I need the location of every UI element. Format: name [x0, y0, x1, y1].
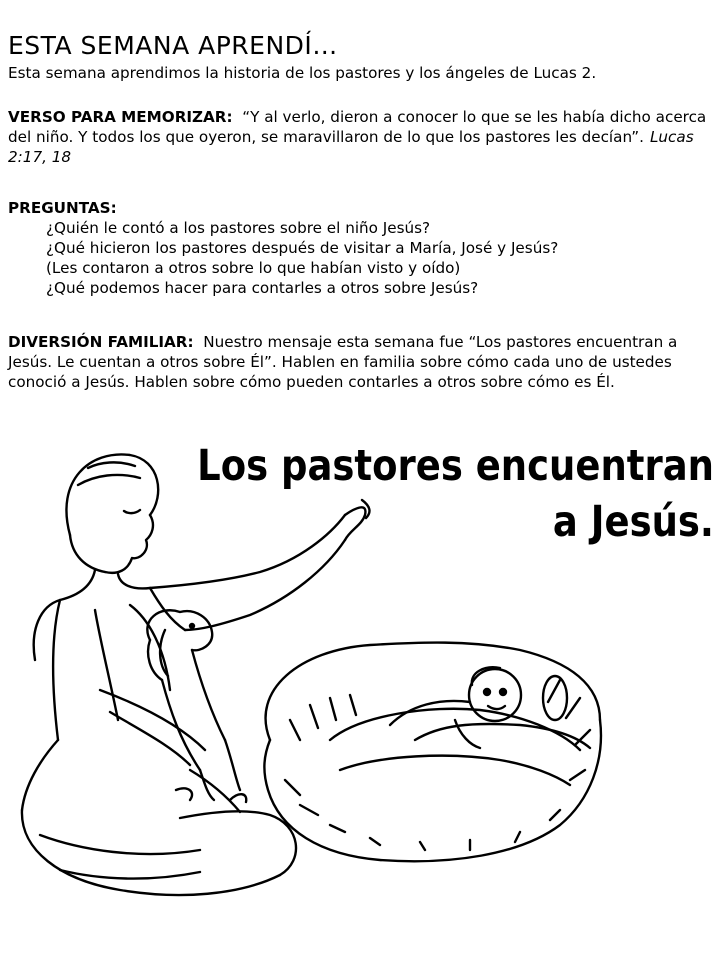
- intro-paragraph: Esta semana aprendimos la historia de los pastores y los ángeles de Lucas 2.: [8, 64, 597, 82]
- questions-label: PREGUNTAS:: [8, 199, 117, 217]
- family-fun-section: [8, 332, 708, 392]
- memory-verse-label: VERSO PARA MEMORIZAR:: [8, 108, 233, 126]
- questions-list: [8, 218, 708, 298]
- memory-verse-reference: Lucas 2:17, 18: [8, 128, 694, 166]
- question-item: ¿Qué podemos hacer para contarles a otros sobre Jesús?: [46, 279, 479, 297]
- question-item: ¿Qué hicieron los pastores después de visitar a María, José y Jesús?: [46, 239, 559, 257]
- question-answer: (Les contaron a otros sobre lo que habían visto y oído): [46, 259, 461, 277]
- manger-hay: [264, 643, 601, 862]
- coloring-title-line-2: a Jesús.: [552, 497, 714, 547]
- question-item: ¿Quién le contó a los pastores sobre el niño Jesús?: [46, 219, 431, 237]
- memory-verse-text: “Y al verlo, dieron a conocer lo que se les había dicho acerca del niño. Y todos los que oyeron, se maravillaron de lo que los pastores les decían”.: [8, 108, 707, 146]
- page-title: ESTA SEMANA APRENDÍ…: [8, 30, 338, 60]
- coloring-title-line-1: Los pastores encuentran: [197, 441, 714, 491]
- family-fun-text: Nuestro mensaje esta semana fue “Los pastores encuentran a Jesús. Le cuentan a otros sobre Él”. Hablen en familia sobre cómo cada uno de ustedes conoció a Jesús. Hablen sobre cómo pueden contarles a otros sobre cómo es Él.: [8, 333, 678, 391]
- family-fun-label: DIVERSIÓN FAMILIAR:: [8, 333, 194, 351]
- questions-section: [8, 198, 708, 298]
- memory-verse-section: [8, 107, 708, 167]
- coloring-title: [197, 438, 714, 550]
